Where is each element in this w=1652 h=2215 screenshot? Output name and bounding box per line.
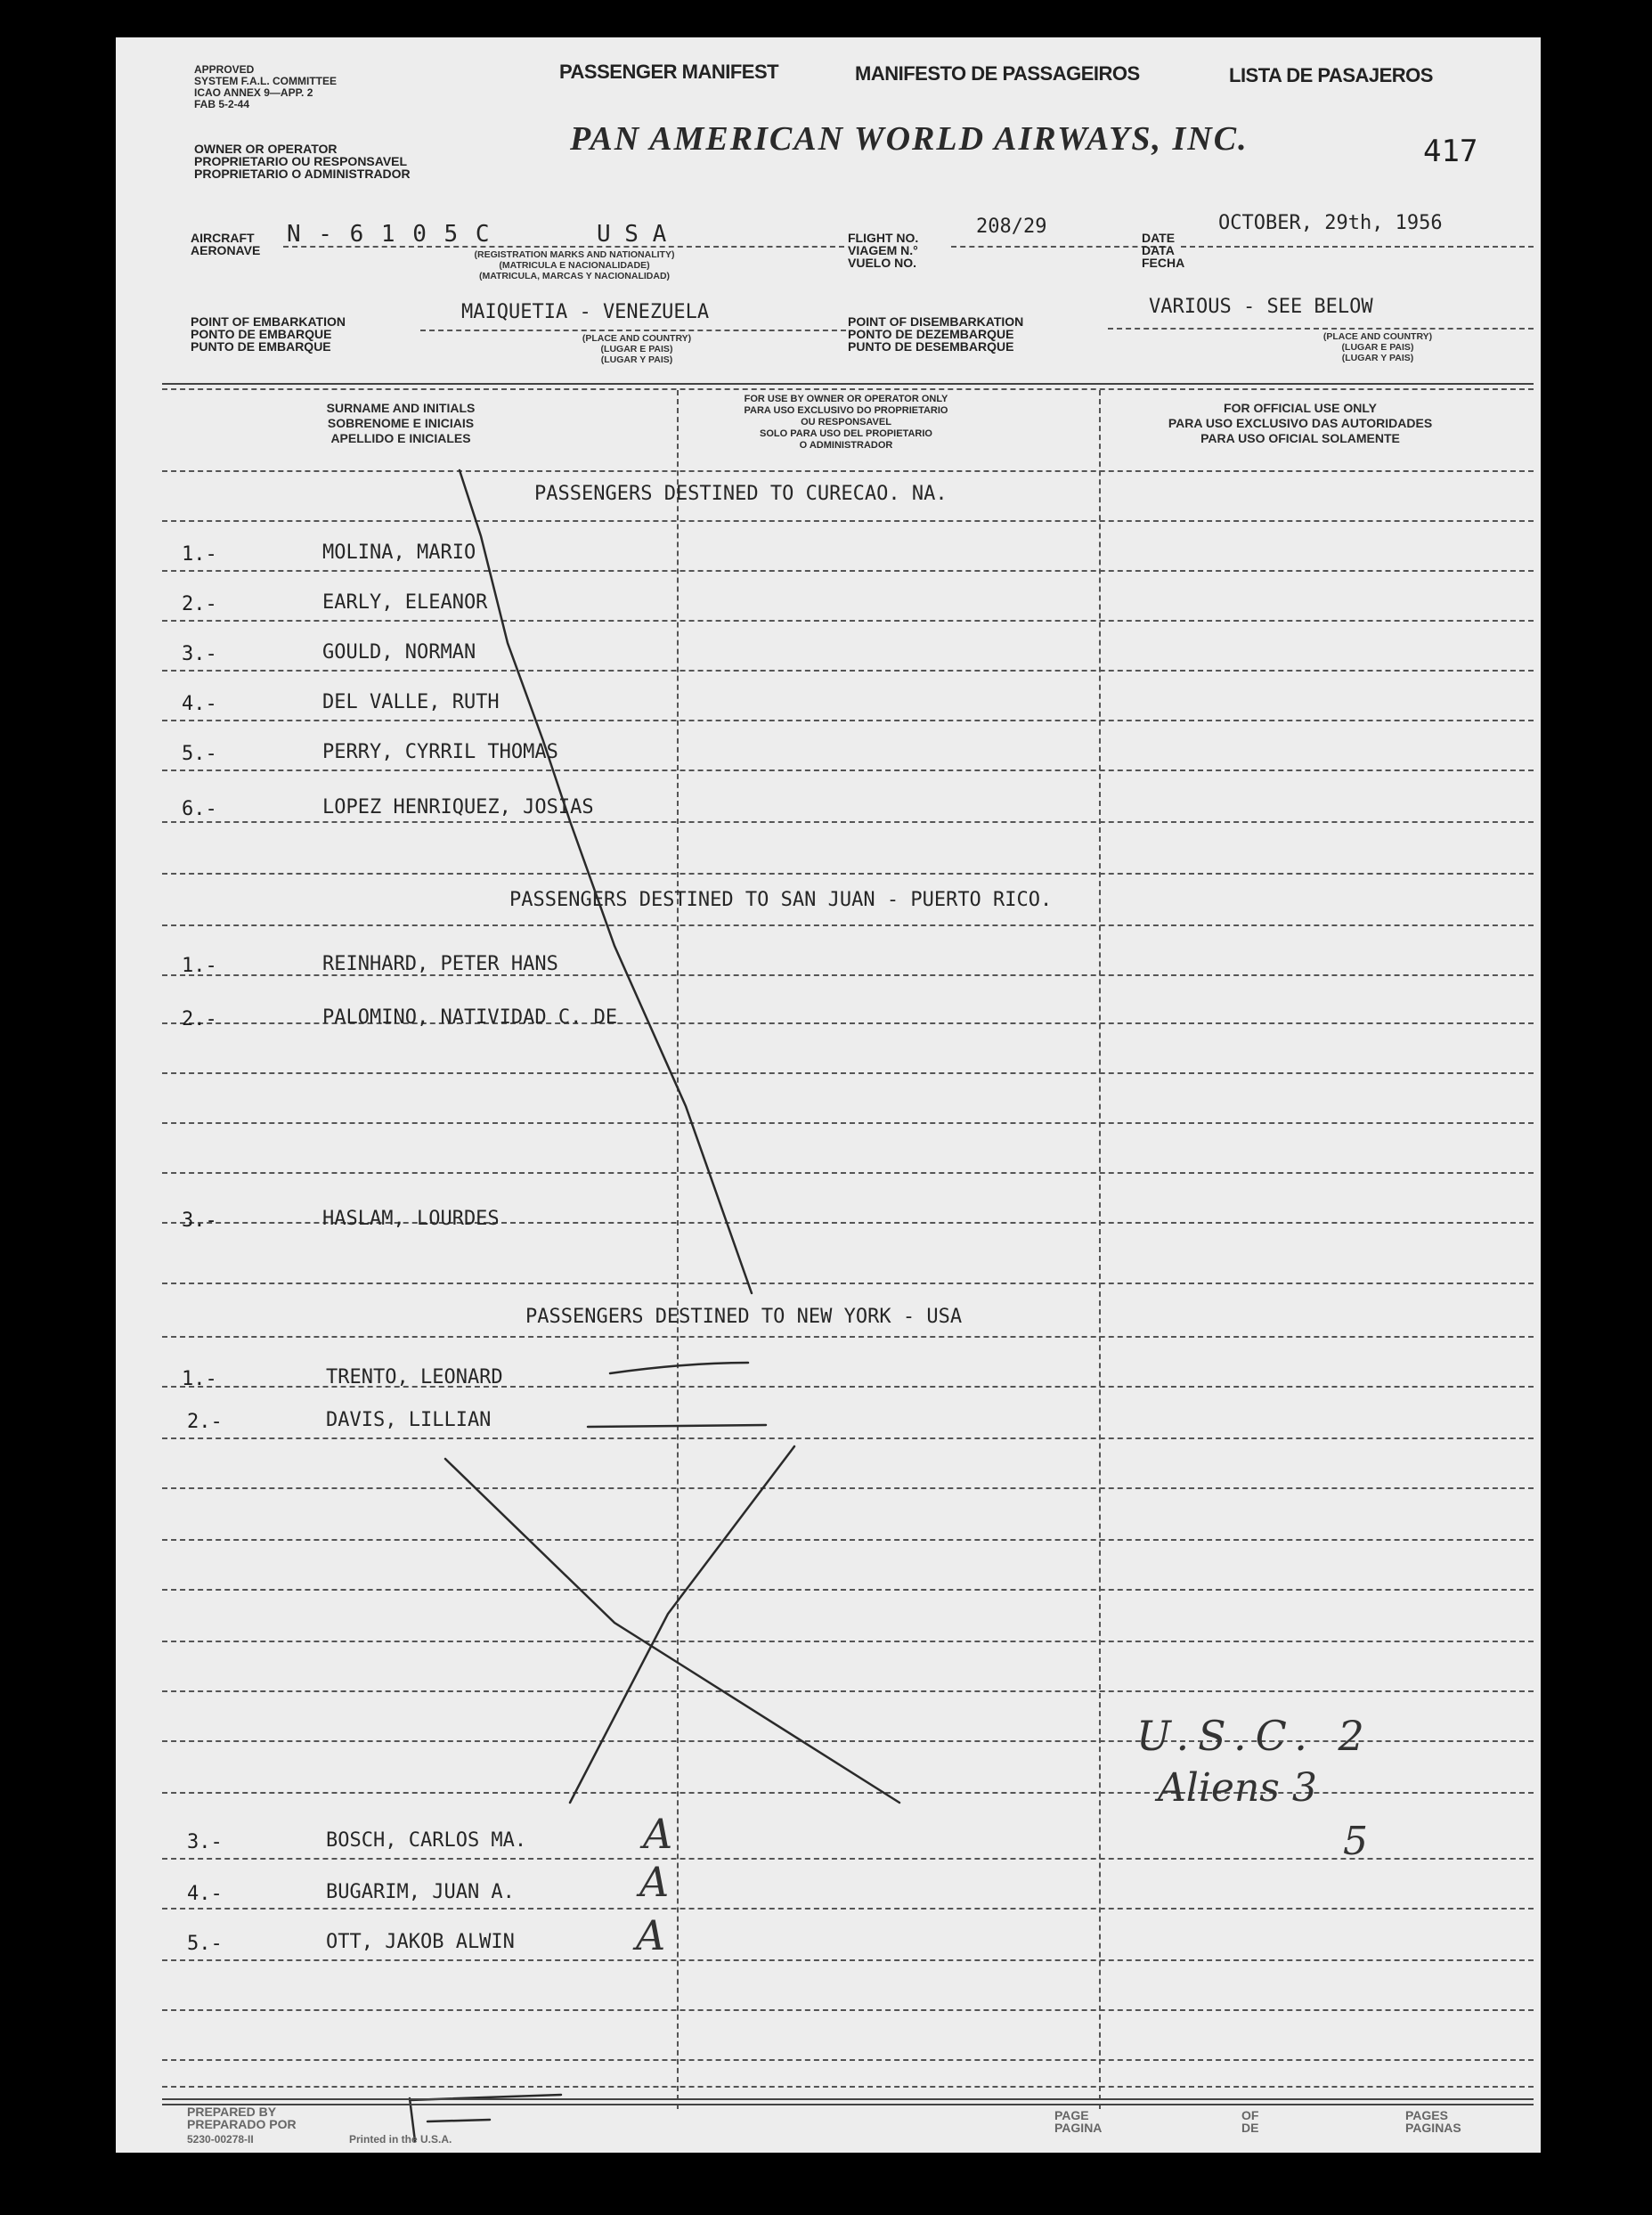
flight-label-en: FLIGHT NO. [848, 231, 919, 245]
printed-in: Printed in the U.S.A. [349, 2133, 452, 2146]
passenger-number: 3.- [187, 1831, 223, 1853]
passenger-name: MOLINA, MARIO [322, 542, 476, 564]
place-sub-pt: (LUGAR E PAIS) [1341, 342, 1414, 353]
passenger-number: 4.- [187, 1883, 223, 1905]
embark-label-es: PUNTO DE EMBARQUE [191, 339, 331, 354]
passenger-name: LOPEZ HENRIQUEZ, JOSIAS [322, 796, 594, 818]
passenger-name: PERRY, CYRRIL THOMAS [322, 741, 558, 763]
approved-line: ICAO ANNEX 9—APP. 2 [194, 86, 313, 99]
passenger-number: 4.- [182, 693, 217, 715]
flight-label-pt: VIAGEM N.° [848, 243, 918, 257]
registration-sub-es: (MATRICULA, MARCAS Y NACIONALIDAD) [478, 271, 671, 281]
passenger-number: 5.- [182, 743, 217, 765]
approved-line: FAB 5-2-44 [194, 98, 250, 110]
passenger-name: GOULD, NORMAN [322, 641, 476, 664]
date-value: OCTOBER, 29th, 1956 [1218, 212, 1443, 234]
embark-label-pt: PONTO DE EMBARQUE [191, 327, 332, 341]
initial-mark: A [643, 1810, 673, 1858]
prepared-label [187, 2105, 297, 2130]
cross-stroke [570, 1446, 794, 1803]
passenger-number: 3.- [182, 643, 217, 665]
footer-rule [162, 2098, 1534, 2100]
place-sub-es: (LUGAR Y PAIS) [600, 354, 673, 365]
of-label [1241, 2109, 1258, 2134]
passenger-number: 2.- [182, 1008, 217, 1030]
section-heading: PASSENGERS DESTINED TO SAN JUAN - PUERTO RICO. [509, 889, 1053, 911]
disembark-label-es: PUNTO DE DESEMBARQUE [848, 339, 1014, 354]
cross-stroke [445, 1459, 899, 1803]
title-es: LISTA DE PASAJEROS [1229, 64, 1433, 86]
passenger-name: BOSCH, CARLOS MA. [326, 1829, 527, 1852]
passenger-name: DEL VALLE, RUTH [322, 691, 500, 713]
initial-mark: A [639, 1858, 670, 1906]
passenger-name: REINHARD, PETER HANS [322, 953, 558, 975]
col1-line: SOBRENOME E INICIAIS [327, 416, 475, 430]
aliens-annotation: Aliens 3 [1158, 1765, 1317, 1811]
total-annotation: 5 [1343, 1819, 1368, 1864]
aircraft-label-es: AERONAVE [191, 243, 261, 257]
form-number: 5230-00278-II [187, 2133, 254, 2146]
pen-strokes [116, 37, 1541, 2153]
passenger-number: 1.- [182, 1368, 217, 1390]
passenger-name: TRENTO, LEONARD [326, 1366, 503, 1388]
footer-rule-2 [162, 2104, 1534, 2105]
passenger-number: 2.- [187, 1411, 223, 1433]
dash-stroke [588, 1425, 766, 1427]
pages-label-en: PAGES [1405, 2108, 1448, 2122]
disembark-label-pt: PONTO DE DEZEMBARQUE [848, 327, 1014, 341]
owner-line: OWNER OR OPERATOR [194, 142, 338, 156]
col3-line: FOR OFFICIAL USE ONLY [1224, 401, 1377, 415]
passenger-number: 3.- [182, 1209, 217, 1232]
col2-line: OU RESPONSAVEL [801, 417, 891, 428]
section-heading: PASSENGERS DESTINED TO CURECAO. NA. [534, 483, 948, 505]
page-label [1054, 2109, 1102, 2134]
embark-value: MAIQUETIA - VENEZUELA [461, 301, 710, 323]
place-sub-pt: (LUGAR E PAIS) [600, 344, 673, 354]
page-label-en: PAGE [1054, 2108, 1089, 2122]
section-heading: PASSENGERS DESTINED TO NEW YORK - USA [525, 1306, 963, 1328]
airline-name: PAN AMERICAN WORLD AIRWAYS, INC. [570, 120, 1249, 158]
passenger-number: 2.- [182, 593, 217, 615]
date-label-en: DATE [1142, 231, 1176, 245]
manifest-sheet [116, 37, 1541, 2153]
title-en: PASSENGER MANIFEST [559, 61, 779, 83]
col2-line: PARA USO EXCLUSIVO DO PROPRIETARIO [744, 405, 948, 416]
date-label-pt: DATA [1142, 243, 1175, 257]
col1-line: SURNAME AND INITIALS [326, 401, 476, 415]
col2-line: O ADMINISTRADOR [799, 440, 893, 451]
embark-label-en: POINT OF EMBARKATION [191, 314, 346, 329]
passenger-name: DAVIS, LILLIAN [326, 1409, 492, 1431]
aircraft-label-en: AIRCRAFT [191, 231, 255, 245]
pages-label-es: PAGINAS [1405, 2121, 1461, 2135]
nationality-value: U S A [597, 221, 667, 248]
passenger-number: 5.- [187, 1933, 223, 1955]
of-label-en: OF [1241, 2108, 1259, 2122]
col2-line: SOLO PARA USO DEL PROPIETARIO [760, 428, 932, 439]
title-pt: MANIFESTO DE PASSAGEIROS [855, 62, 1140, 85]
dash-stroke [610, 1363, 748, 1373]
page-label-es: PAGINA [1054, 2121, 1103, 2135]
aircraft-value: N - 6 1 0 5 C [287, 221, 492, 248]
place-sub-es: (LUGAR Y PAIS) [1341, 353, 1414, 363]
disembark-label-en: POINT OF DISEMBARKATION [848, 314, 1024, 329]
col3-line: PARA USO EXCLUSIVO DAS AUTORIDADES [1168, 416, 1433, 430]
place-sub-en: (PLACE AND COUNTRY) [1322, 331, 1433, 342]
passenger-name: EARLY, ELEANOR [322, 591, 488, 614]
place-sub-en: (PLACE AND COUNTRY) [582, 333, 692, 344]
prepared-label-en: PREPARED BY [187, 2105, 277, 2119]
initial-mark: A [636, 1911, 666, 1959]
flight-value: 208/29 [976, 216, 1047, 238]
passenger-number: 1.- [182, 543, 217, 566]
owner-line: PROPRIETARIO OU RESPONSAVEL [194, 154, 408, 168]
registration-sub-en: (REGISTRATION MARKS AND NATIONALITY) [474, 249, 675, 260]
page-stamp: 417 [1423, 134, 1478, 169]
col3-line: PARA USO OFICIAL SOLAMENTE [1200, 431, 1400, 445]
pages-label [1405, 2109, 1461, 2134]
strikethrough-line [460, 470, 752, 1293]
passenger-name: BUGARIM, JUAN A. [326, 1881, 515, 1903]
passenger-number: 1.- [182, 955, 217, 977]
passenger-name: PALOMINO, NATIVIDAD C. DE [322, 1006, 618, 1029]
passenger-name: HASLAM, LOURDES [322, 1208, 500, 1230]
passenger-name: OTT, JAKOB ALWIN [326, 1931, 515, 1953]
approved-line: SYSTEM F.A.L. COMMITTEE [194, 75, 338, 87]
owner-line: PROPRIETARIO O ADMINISTRADOR [194, 167, 411, 181]
passenger-number: 6.- [182, 798, 217, 820]
usc-annotation: U.S.C. 2 [1136, 1712, 1373, 1760]
col1-line: APELLIDO E INICIALES [330, 431, 471, 445]
col2-line: FOR USE BY OWNER OR OPERATOR ONLY [744, 394, 948, 404]
prepared-label-es: PREPARADO POR [187, 2117, 297, 2131]
disembark-value: VARIOUS - SEE BELOW [1149, 296, 1373, 318]
flight-label-es: VUELO NO. [848, 256, 917, 270]
date-label-es: FECHA [1142, 256, 1185, 270]
registration-sub-pt: (MATRICULA E NACIONALIDADE) [499, 260, 650, 271]
of-label-es: DE [1241, 2121, 1259, 2135]
approved-line: APPROVED [194, 63, 255, 76]
